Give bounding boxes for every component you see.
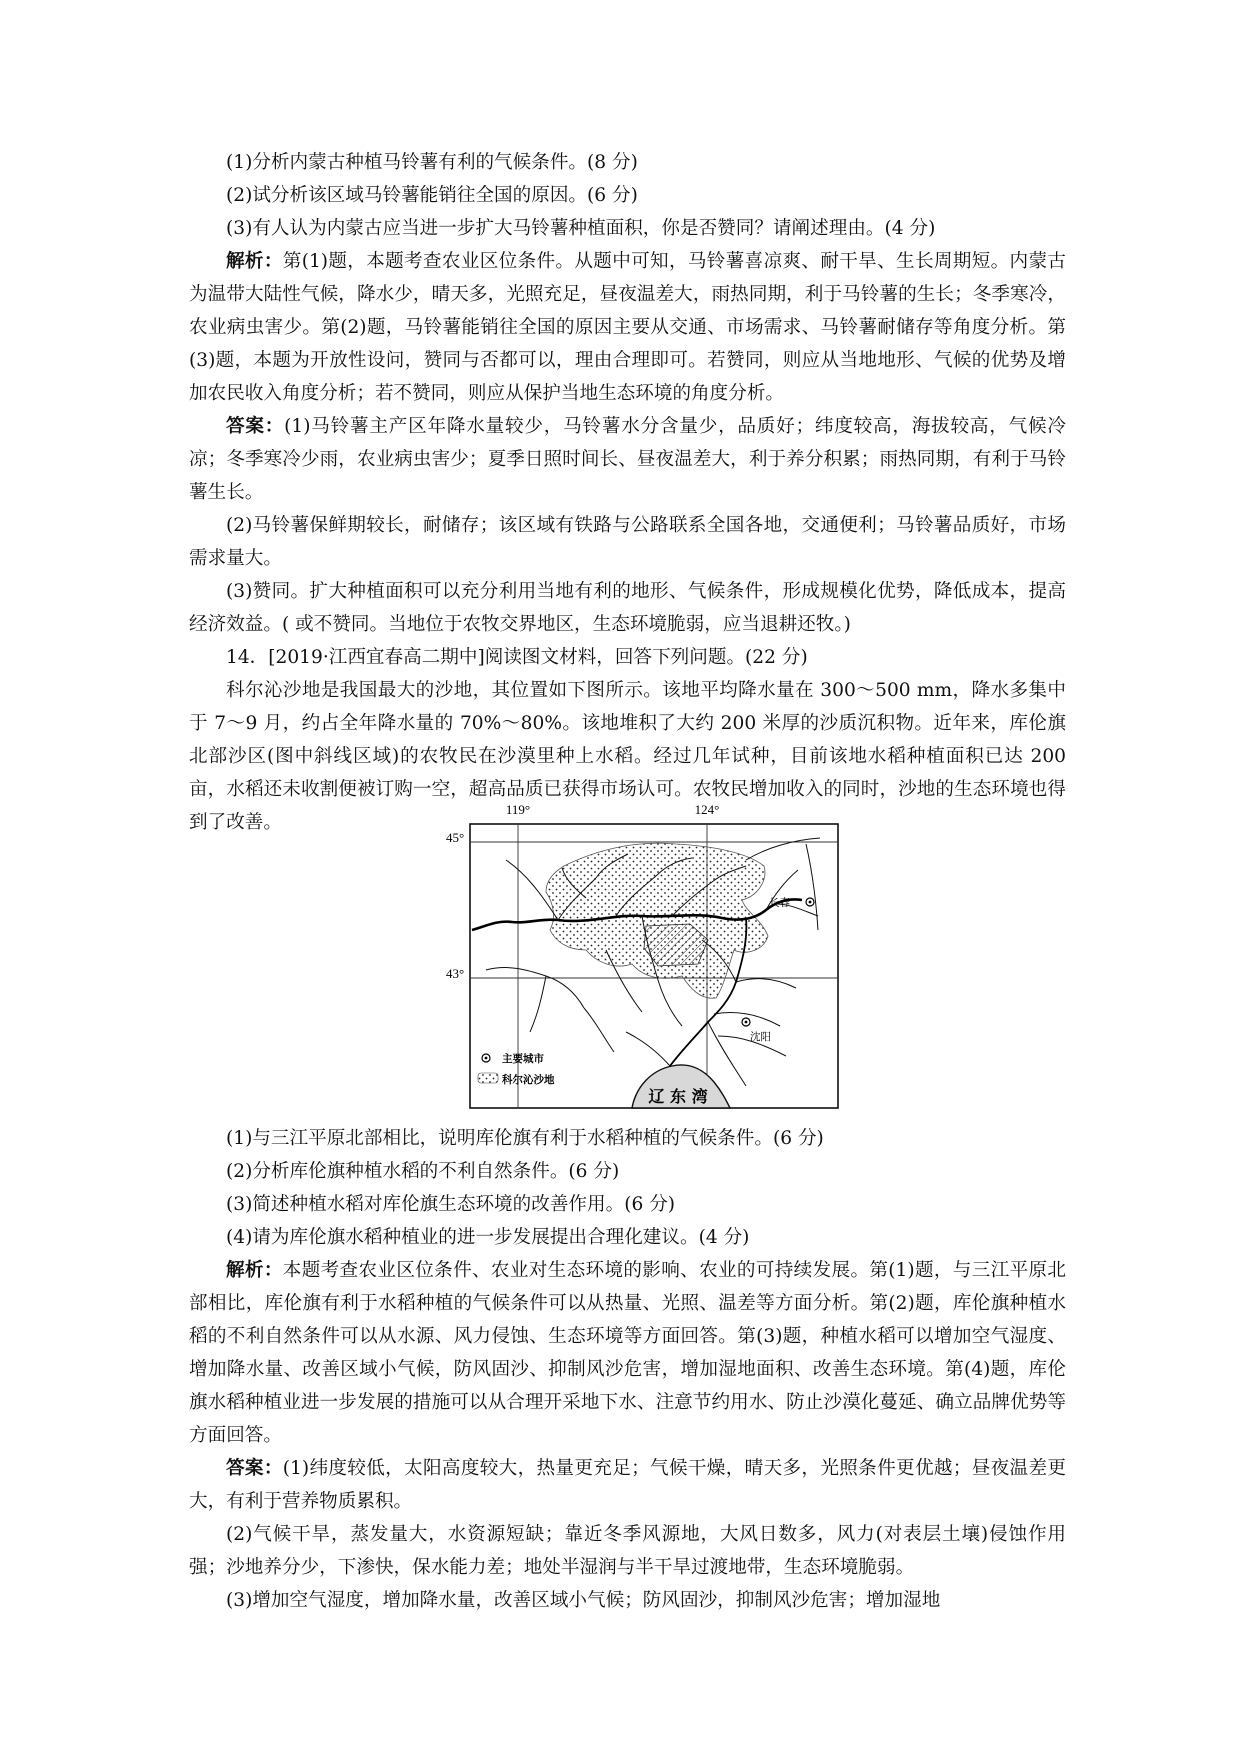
q13-answer-label: 答案：: [226, 416, 285, 437]
q14-analysis-label: 解析：: [226, 1260, 283, 1281]
q14-answer1: [189, 1452, 1066, 1518]
q13-answer1: [189, 410, 1066, 509]
city-shenyang-label: 沈阳: [750, 1031, 771, 1043]
lon-label-119: 119°: [505, 802, 531, 817]
horqin-map: [446, 800, 840, 1110]
q13-sub2: (2)试分析该区域马铃薯能销往全国的原因。(6 分): [226, 185, 638, 206]
q14-sub3: (3)简述种植水稻对库伦旗生态环境的改善作用。(6 分): [226, 1194, 676, 1215]
q14-analysis: [189, 1254, 1066, 1452]
legend-city-label: 主要城市: [502, 1053, 544, 1065]
q14-sub1: (1)与三江平原北部相比，说明库伦旗有利于水稻种植的气候条件。(6 分): [226, 1128, 824, 1149]
q14-sub4: (4)请为库伦旗水稻种植业的进一步发展提出合理化建议。(4 分): [226, 1227, 750, 1248]
q14-answer2: (2)气候干旱，蒸发量大，水资源短缺；靠近冬季风源地，大风日数多，风力(对表层土壤)侵蚀作用强；沙地养分少，下渗快，保水能力差；地处半湿润与半干旱过渡地带，生态环境脆弱。: [189, 1524, 1066, 1578]
lon-label-124: 124°: [694, 802, 720, 817]
lat-label-43: 43°: [446, 966, 465, 981]
q13-sub3: (3)有人认为内蒙古应当进一步扩大马铃薯种植面积，你是否赞同？请阐述理由。(4 分): [226, 218, 936, 239]
lower-text-block: [189, 1122, 1066, 1617]
q13-sub1: (1)分析内蒙古种植马铃薯有利的气候条件。(8 分): [226, 152, 638, 173]
q14-answer3: (3)增加空气湿度，增加降水量，改善区域小气候；防风固沙，抑制风沙危害；增加湿地: [226, 1590, 941, 1611]
bay-label: 辽 东 湾: [648, 1087, 708, 1106]
q13-analysis-text: 第(1)题，本题考查农业区位条件。从题中可知，马铃薯喜凉爽、耐干旱、生长周期短。内蒙古为温带大陆性气候，降水少，晴天多，光照充足，昼夜温差大，雨热同期，利于马铃薯的生长；冬季寒冷，农业病虫害少。第(2)题，马铃薯能销往全国的原因主要从交通、市场需求、马铃薯耐储存等角度分析。第(3)题，本题为开放性设问，赞同与否都可以，理由合理即可。若赞同，则应从当地地形、气候的优势及增加农民收入角度分析；若不赞同，则应从保护当地生态环境的角度分析。: [189, 251, 1066, 404]
lat-label-45: 45°: [446, 830, 465, 845]
q13-answer3: (3)赞同。扩大种植面积可以充分利用当地有利的地形、气候条件，形成规模化优势，降低成本，提高经济效益。( 或不赞同。当地位于农牧交界地区，生态环境脆弱，应当退耕还牧。): [189, 581, 1066, 635]
q14-analysis-text: 本题考查农业区位条件、农业对生态环境的影响、农业的可持续发展。第(1)题，与三江平原北部相比，库伦旗有利于水稻种植的气候条件可以从热量、光照、温差等方面分析。第(2)题，库伦旗种植水稻的不利自然条件可以从水源、风力侵蚀、生态环境等方面回答。第(3)题，种植水稻可以增加空气湿度、增加降水量、改善区域小气候，防风固沙、抑制风沙危害，增加湿地面积、改善生态环境。第(4)题，库伦旗水稻种植业进一步发展的措施可以从合理开采地下水、注意节约用水、防止沙漠化蔓延、确立品牌优势等方面回答。: [189, 1260, 1066, 1446]
q13-answer2: (2)马铃薯保鲜期较长，耐储存；该区域有铁路与公路联系全国各地，交通便利；马铃薯品质好，市场需求量大。: [189, 515, 1066, 569]
upper-text-block: [189, 146, 1066, 839]
q14-answer-label: 答案：: [226, 1458, 283, 1479]
city-changchun-marker: [806, 898, 814, 906]
city-shenyang-marker: [742, 1018, 750, 1026]
q14-material: 科尔沁沙地是我国最大的沙地，其位置如下图所示。该地平均降水量在 300～500 mm，降水多集中于 7～9 月，约占全年降水量的 70%～80%。该地堆积了大约 200 米厚的沙质沉积物。近年来，库伦旗北部沙区(图中斜线区域)的农牧民在沙漠里种上水稻。经过几年试种，目前该地水稻种植面积已达 200 亩，水稻还未收割便被订购一空，超高品质已获得市场认可。农牧民增加收入的同时，沙地的生态环境也得到了改善。: [189, 680, 1066, 833]
legend-sandland-label: 科尔沁沙地: [502, 1074, 555, 1086]
q14-header: 14．[2019·江西宜春高二期中]阅读图文材料，回答下列问题。(22 分): [226, 647, 808, 668]
q13-analysis: [189, 245, 1066, 410]
city-changchun-label: 长春: [769, 897, 790, 909]
q13-analysis-label: 解析：: [226, 251, 283, 272]
q14-sub2: (2)分析库伦旗种植水稻的不利自然条件。(6 分): [226, 1161, 620, 1182]
horqin-map-figure: [446, 800, 840, 1110]
q14-answer1-text: (1)纬度较低，太阳高度较大，热量更充足；气候干燥，晴天多，光照条件更优越；昼夜温差更大，有利于营养物质累积。: [189, 1458, 1066, 1512]
q13-answer1-text: (1)马铃薯主产区年降水量较少，马铃薯水分含量少，品质好；纬度较高，海拔较高，气候冷凉；冬季寒冷少雨，农业病虫害少；夏季日照时间长、昼夜温差大，利于养分积累；雨热同期，有利于马铃薯生长。: [189, 416, 1066, 503]
